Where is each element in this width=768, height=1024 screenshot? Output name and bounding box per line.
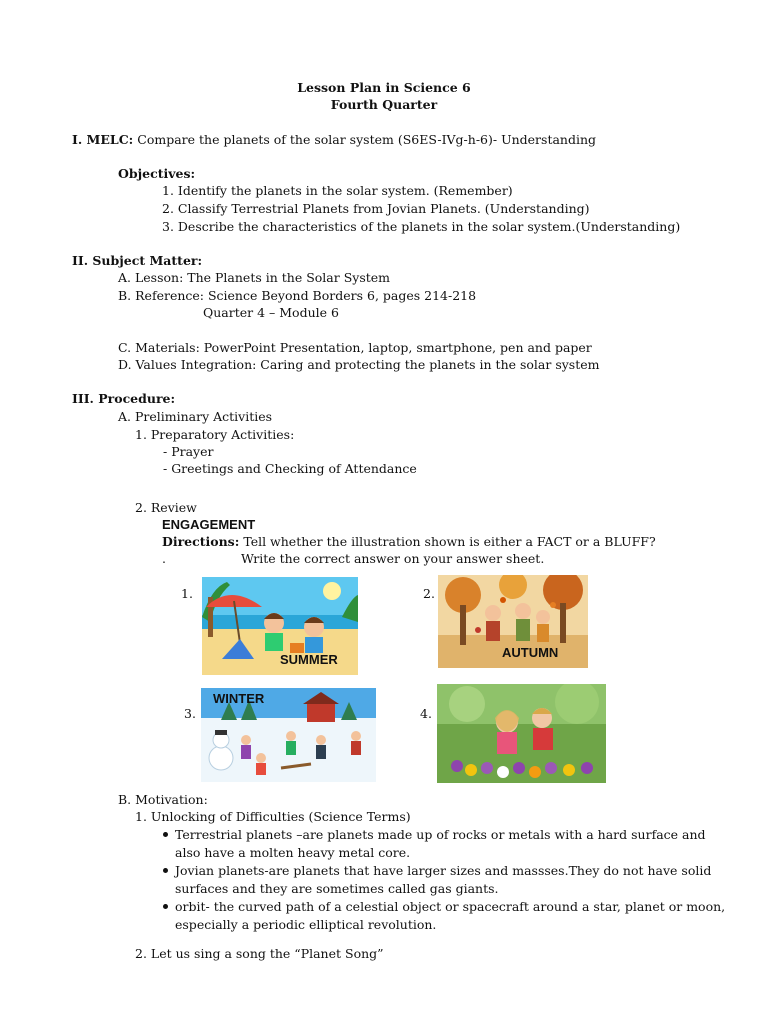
greetings-item: - Greetings and Checking of Attendance xyxy=(163,461,417,476)
melc-text: Compare the planets of the solar system (S6ES-IVg-h-6)- Understanding xyxy=(137,132,597,147)
procedure-heading: III. Procedure: xyxy=(72,391,176,406)
document-subtitle: Fourth Quarter xyxy=(330,97,438,112)
beach-illustration xyxy=(202,577,358,675)
spring-garden-photo xyxy=(437,684,606,783)
term-terrestrial-line1: Terrestrial planets –are planets made up of rocks or metals with a hard surface and xyxy=(175,827,706,842)
directions-line xyxy=(162,534,656,550)
preparatory-activities: 1. Preparatory Activities: xyxy=(135,427,295,442)
subject-matter-heading: II. Subject Matter: xyxy=(72,253,203,268)
subject-lesson: A. Lesson: The Planets in the Solar System xyxy=(118,270,391,285)
term-orbit-line2: especially a periodic elliptical revolution. xyxy=(175,917,437,932)
term-terrestrial-line2: also have a molten heavy metal core. xyxy=(175,845,411,860)
directions-label: Directions: xyxy=(162,534,240,549)
objectives-heading: Objectives: xyxy=(118,166,196,181)
unlocking-difficulties: 1. Unlocking of Difficulties (Science Terms) xyxy=(135,809,411,824)
subject-materials: C. Materials: PowerPoint Presentation, laptop, smartphone, pen and paper xyxy=(118,340,592,355)
objective-item: 1. Identify the planets in the solar system. (Remember) xyxy=(162,183,513,198)
directions-text: Tell whether the illustration shown is either a FACT or a BLUFF? xyxy=(243,534,656,549)
planet-song-item: 2. Let us sing a song the “Planet Song” xyxy=(135,946,384,961)
term-jovian-line2: surfaces and they are sometimes called gas giants. xyxy=(175,881,499,896)
term-jovian-line1: Jovian planets-are planets that have larger sizes and massses.They do not have solid xyxy=(175,863,712,878)
image-number-1: 1. xyxy=(181,586,193,601)
image-number-4: 4. xyxy=(420,706,432,721)
document-title: Lesson Plan in Science 6 xyxy=(297,80,471,95)
subject-reference-cont: Quarter 4 – Module 6 xyxy=(203,305,339,320)
directions-text-2: Write the correct answer on your answer sheet. xyxy=(241,551,545,566)
melc-label: I. MELC: xyxy=(72,132,134,147)
motivation-heading: B. Motivation: xyxy=(118,792,208,807)
prayer-item: - Prayer xyxy=(163,444,214,459)
term-orbit-line1: orbit- the curved path of a celestial object or spacecraft around a star, planet or moon, xyxy=(175,899,726,914)
subject-reference: B. Reference: Science Beyond Borders 6, pages 214-218 xyxy=(118,288,477,303)
autumn-illustration xyxy=(438,575,588,668)
summer-caption: SUMMER xyxy=(280,652,338,667)
autumn-caption: AUTUMN xyxy=(502,645,559,660)
bullet-icon xyxy=(163,832,168,837)
objective-item: 2. Classify Terrestrial Planets from Jovian Planets. (Understanding) xyxy=(162,201,590,216)
winter-caption: WINTER xyxy=(213,691,265,706)
image-number-2: 2. xyxy=(423,586,435,601)
melc-line xyxy=(72,132,596,148)
image-number-3: 3. xyxy=(184,706,196,721)
bullet-icon xyxy=(163,868,168,873)
subject-values: D. Values Integration: Caring and protecting the planets in the solar system xyxy=(118,357,600,372)
bullet-icon xyxy=(163,904,168,909)
review-item: 2. Review xyxy=(135,500,197,515)
winter-illustration xyxy=(201,688,376,782)
objective-item: 3. Describe the characteristics of the planets in the solar system.(Understanding) xyxy=(162,219,681,234)
preliminary-activities: A. Preliminary Activities xyxy=(118,409,273,424)
engagement-heading: ENGAGEMENT xyxy=(162,517,256,532)
directions-dot: . xyxy=(162,551,166,566)
